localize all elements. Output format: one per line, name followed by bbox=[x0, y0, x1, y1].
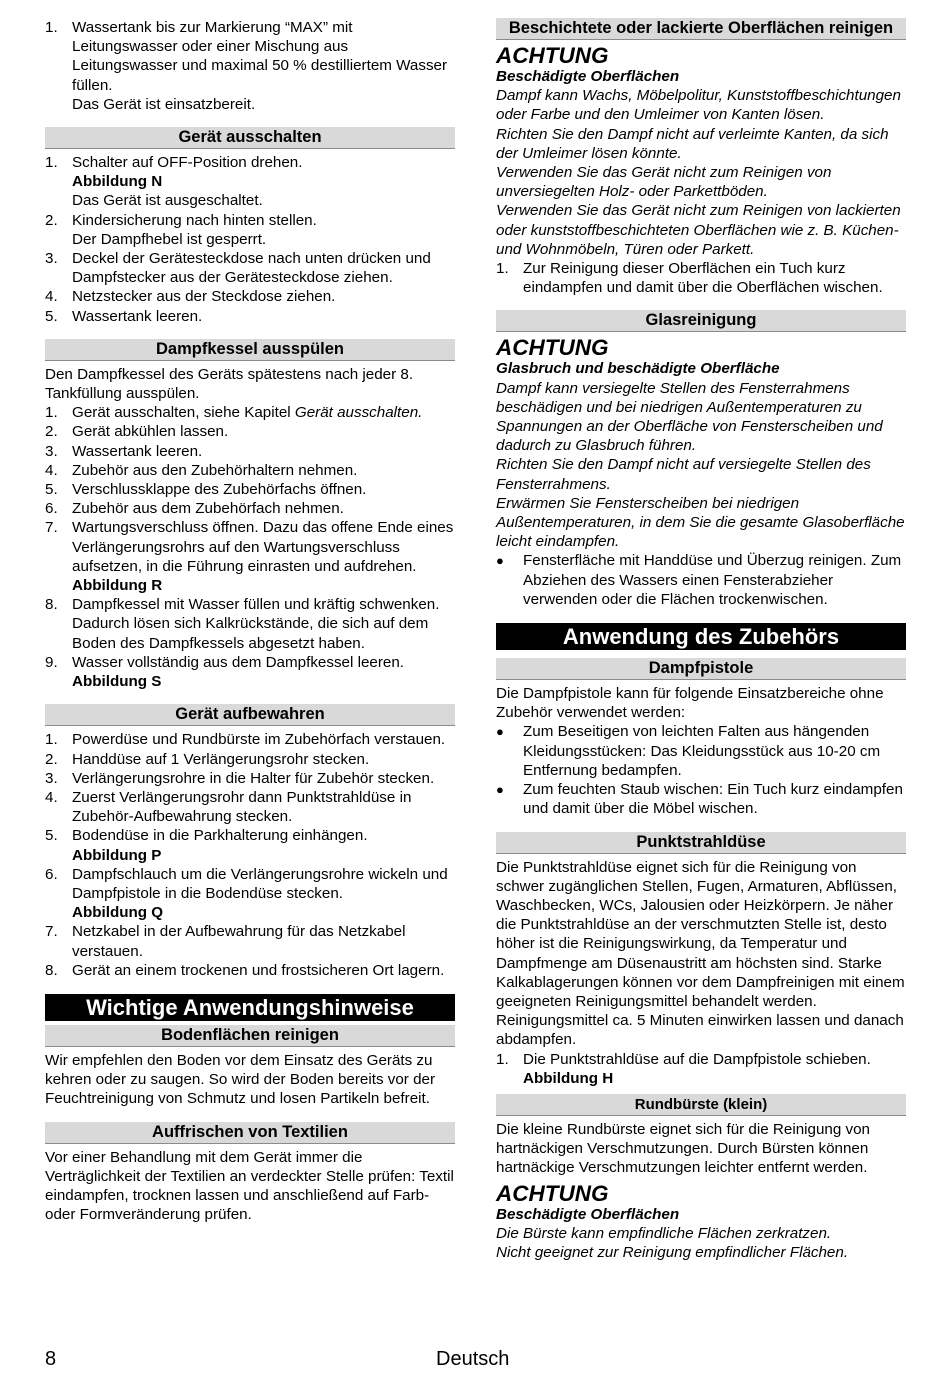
item-text: Zur Reinigung dieser Oberflächen ein Tuch kurz eindampfen und damit über die Oberflächen wischen. bbox=[523, 260, 883, 297]
warning-subtitle: Glasbruch und beschädigte Oberfläche bbox=[496, 360, 780, 378]
section-heading-beschichtet: Beschichtete oder lackierte Oberflächen reinigen bbox=[496, 18, 906, 40]
item-text: Wassertank leeren. bbox=[72, 307, 203, 325]
item-result: Das Gerät ist ausgeschaltet. bbox=[72, 192, 263, 210]
list-item bbox=[45, 788, 455, 826]
chapter-heading-zubehoer: Anwendung des Zubehörs bbox=[496, 623, 906, 650]
item-number: 1. bbox=[45, 731, 58, 749]
item-number: 3. bbox=[45, 769, 58, 787]
list-item bbox=[45, 153, 455, 211]
item-text: Wasser vollständig aus dem Dampfkessel leeren. bbox=[72, 653, 405, 671]
list-item bbox=[45, 750, 455, 769]
item-result: Das Gerät ist einsatzbereit. bbox=[72, 95, 256, 113]
list-item bbox=[45, 922, 455, 960]
warning-text: Die Bürste kann empfindliche Flächen zerkratzen. bbox=[496, 1224, 832, 1242]
warning-text: Richten Sie den Dampf nicht auf versiegelte Stellen des Fensterrahmens. bbox=[496, 456, 871, 493]
bullet-item bbox=[496, 722, 906, 780]
item-number: 1. bbox=[45, 404, 58, 422]
bullet-text: Zum feuchten Staub wischen: Ein Tuch kurz eindampfen und damit über die Möbel wischen. bbox=[523, 781, 903, 818]
section-text-punkt: Die Punktstrahldüse eignet sich für die Reinigung von schwer zugänglichen Stellen, Fugen, Armaturen, Abflüssen, Waschbecken, WCs, Jalousien oder Heizkörpern. Je näher die Punktstrahldüse an der verschmutzten Stelle ist, desto höher ist die Reinigungswirkung, da Temperatur und Dampfmenge am Düsenaustritt am höchsten sind. Starke Kalkablagerungen können vor dem Dampfreinigen mit einem geeigneten Reinigungsmittel behandelt werden. Reinigungsmittel ca. 5 Minuten einwirken lassen und danach abdampfen. bbox=[496, 858, 905, 1049]
figure-ref: Abbildung H bbox=[523, 1069, 614, 1087]
item-number: 3. bbox=[45, 442, 58, 460]
item-text: Bodendüse in die Parkhalterung einhängen. bbox=[72, 827, 368, 845]
warning-text: Dampf kann Wachs, Möbelpolitur, Kunststoffbeschichtungen oder Farbe und den Umleimer von Kanten lösen. bbox=[496, 87, 901, 124]
list-item bbox=[45, 403, 455, 422]
section-heading-rund: Rundbürste (klein) bbox=[496, 1094, 906, 1116]
item-number: 7. bbox=[45, 519, 58, 537]
item-number: 5. bbox=[45, 827, 58, 845]
item-number: 4. bbox=[45, 788, 58, 806]
item-text: Dampfschlauch um die Verlängerungsrohre wickeln und Dampfpistole in die Bodendüse stecken. bbox=[72, 865, 448, 902]
warning-text: Richten Sie den Dampf nicht auf verleimte Kanten, da sich der Umleimer lösen könnte. bbox=[496, 125, 889, 162]
item-number: 4. bbox=[45, 461, 58, 479]
list-item bbox=[45, 211, 455, 249]
list-ausspuelen bbox=[45, 403, 455, 691]
bullet-icon: ● bbox=[496, 724, 504, 740]
item-text: Schalter auf OFF-Position drehen. bbox=[72, 154, 303, 172]
section-heading-ausspuelen: Dampfkessel ausspülen bbox=[45, 339, 455, 361]
list-item bbox=[45, 18, 455, 114]
item-number: 6. bbox=[45, 500, 58, 518]
list-item bbox=[45, 730, 455, 749]
bullet-icon: ● bbox=[496, 782, 504, 798]
footer-language: Deutsch bbox=[436, 1348, 510, 1370]
item-text: Zubehör aus dem Zubehörfach nehmen. bbox=[72, 500, 344, 518]
warning-text: Dampf kann versiegelte Stellen des Fensterrahmens beschädigen und bei niedrigen Außentemperaturen zu Spannungen an der Oberfläche von Fensterscheiben und dadurch zu Glasbruch führen. bbox=[496, 379, 883, 455]
list-item bbox=[45, 826, 455, 864]
list-item bbox=[45, 499, 455, 518]
item-number: 5. bbox=[45, 481, 58, 499]
right-column bbox=[496, 18, 906, 1262]
figure-ref: Abbildung S bbox=[72, 673, 162, 691]
list-item bbox=[45, 865, 455, 923]
section-heading-glas: Glasreinigung bbox=[496, 310, 906, 332]
bullet-item bbox=[496, 780, 906, 818]
list-item bbox=[45, 287, 455, 306]
warning-text: Verwenden Sie das Gerät nicht zum Reinigen von unversiegelten Holz- oder Parkettböden. bbox=[496, 164, 832, 201]
item-text: Handdüse auf 1 Verlängerungsrohr stecken. bbox=[72, 750, 370, 768]
warning-text: Nicht geeignet zur Reinigung empfindlicher Flächen. bbox=[496, 1243, 849, 1261]
item-text: Verlängerungsrohre in die Halter für Zubehör stecken. bbox=[72, 769, 435, 787]
item-text: Gerät ausschalten, siehe Kapitel bbox=[72, 404, 295, 422]
item-number: 9. bbox=[45, 653, 58, 671]
item-text: Gerät an einem trockenen und frostsicheren Ort lagern. bbox=[72, 961, 445, 979]
list-item bbox=[45, 480, 455, 499]
chapter-heading-hinweise: Wichtige Anwendungshinweise bbox=[45, 994, 455, 1021]
section-intro: Die Dampfpistole kann für folgende Einsatzbereiche ohne Zubehör verwendet werden: bbox=[496, 685, 884, 722]
bullet-text: Zum Beseitigen von leichten Falten aus hängenden Kleidungsstücken: Das Kleidungsstück aus 10-20 cm Entfernung bedampfen. bbox=[523, 723, 881, 779]
warning-title: ACHTUNG bbox=[496, 43, 609, 68]
item-text: Zubehör aus den Zubehörhaltern nehmen. bbox=[72, 461, 358, 479]
figure-ref: Abbildung R bbox=[72, 577, 163, 595]
item-text: Die Punktstrahldüse auf die Dampfpistole schieben. bbox=[523, 1050, 871, 1068]
warning-title: ACHTUNG bbox=[496, 1180, 609, 1206]
list-item bbox=[45, 461, 455, 480]
item-text: Wassertank leeren. bbox=[72, 442, 203, 460]
item-text: Zuerst Verlängerungsrohr dann Punktstrahldüse in Zubehör-Aufbewahrung stecken. bbox=[72, 788, 412, 826]
list-item bbox=[45, 653, 455, 691]
warning-subtitle: Beschädigte Oberflächen bbox=[496, 68, 680, 85]
list-item bbox=[45, 307, 455, 326]
item-number: 3. bbox=[45, 250, 58, 268]
item-number: 2. bbox=[45, 211, 58, 229]
section-heading-punkt: Punktstrahldüse bbox=[496, 832, 906, 854]
item-number: 2. bbox=[45, 750, 58, 768]
section-heading-ausschalten: Gerät ausschalten bbox=[45, 127, 455, 149]
list-item bbox=[45, 961, 455, 980]
bullet-text: Fensterfläche mit Handdüse und Überzug reinigen. Zum Abziehen des Wassers einen Fensterabzieher verwenden oder die Flächen trockenwischen. bbox=[523, 552, 902, 608]
warning-title: ACHTUNG bbox=[496, 335, 609, 361]
item-result: Der Dampfhebel ist gesperrt. bbox=[72, 230, 267, 248]
list-ausschalten bbox=[45, 153, 455, 326]
item-number: 4. bbox=[45, 288, 58, 306]
item-number: 1. bbox=[496, 260, 509, 278]
figure-ref: Abbildung P bbox=[72, 846, 162, 864]
item-text: Kindersicherung nach hinten stellen. bbox=[72, 211, 317, 229]
item-text: Deckel der Gerätesteckdose nach unten drücken und Dampfstecker aus der Gerätesteckdose ziehen. bbox=[72, 250, 431, 287]
bullet-icon: ● bbox=[496, 553, 504, 569]
section-intro: Den Dampfkessel des Geräts spätestens nach jeder 8. Tankfüllung ausspülen. bbox=[45, 365, 414, 403]
item-number: 7. bbox=[45, 923, 58, 941]
item-number: 2. bbox=[45, 423, 58, 441]
list-item bbox=[496, 1050, 906, 1088]
section-heading-boden: Bodenflächen reinigen bbox=[45, 1025, 455, 1047]
item-number: 1. bbox=[45, 154, 58, 172]
list-item bbox=[45, 442, 455, 461]
item-number: 1. bbox=[45, 19, 58, 36]
item-number: 8. bbox=[45, 961, 58, 979]
item-number: 5. bbox=[45, 307, 58, 325]
warning-text: Erwärmen Sie Fensterscheiben bei niedrigen Außentemperaturen, in dem Sie die gesamte Glasoberfläche leicht eindampfen. bbox=[496, 494, 905, 551]
item-text: Wassertank bis zur Markierung “MAX” mit Leitungswasser oder einer Mischung aus Leitungswasser und maximal 50 % destilliertem Wasser füllen. bbox=[72, 19, 448, 94]
list-item bbox=[45, 249, 455, 287]
item-text: Gerät abkühlen lassen. bbox=[72, 423, 229, 441]
section-heading-aufbewahren: Gerät aufbewahren bbox=[45, 704, 455, 726]
item-text: Wartungsverschluss öffnen. Dazu das offene Ende eines Verlängerungsrohrs auf den Wartungsverschluss aufsetzen, in die Führung einrasten und aufdrehen. bbox=[72, 519, 454, 575]
section-heading-pistole: Dampfpistole bbox=[496, 658, 906, 680]
item-number: 1. bbox=[496, 1050, 509, 1068]
item-number: 8. bbox=[45, 596, 58, 614]
warning-subtitle: Beschädigte Oberflächen bbox=[496, 1205, 680, 1223]
list-item bbox=[45, 595, 455, 653]
list-item bbox=[45, 769, 455, 788]
item-number: 6. bbox=[45, 865, 58, 883]
item-text: Netzkabel in der Aufbewahrung für das Netzkabel verstauen. bbox=[72, 923, 406, 960]
list-item bbox=[45, 518, 455, 595]
list-aufbewahren bbox=[45, 730, 455, 980]
chapter-reference: Gerät ausschalten. bbox=[294, 404, 423, 422]
section-text-rund: Die kleine Rundbürste eignet sich für die Reinigung von hartnäckigen Verschmutzungen. Durch Bürsten können hartnäckige Verschmutzungen leichter entfernt werden. bbox=[496, 1120, 871, 1177]
bullet-item bbox=[496, 551, 906, 609]
page-number: 8 bbox=[45, 1348, 57, 1370]
left-column bbox=[45, 18, 455, 1224]
section-heading-textilien: Auffrischen von Textilien bbox=[45, 1122, 455, 1144]
item-text: Powerdüse und Rundbürste im Zubehörfach verstauen. bbox=[72, 731, 446, 749]
item-text: Dampfkessel mit Wasser füllen und kräftig schwenken. Dadurch lösen sich Kalkrückstände, die sich auf dem Boden des Dampfkessels abgesetzt haben. bbox=[72, 596, 440, 652]
warning-text: Verwenden Sie das Gerät nicht zum Reinigen von lackierten oder kunststoffbeschichteten Oberflächen wie z. B. Küchen- und Wohnmöbeln, Türen oder Parkett. bbox=[496, 202, 901, 258]
item-text: Netzstecker aus der Steckdose ziehen. bbox=[72, 288, 336, 306]
section-text-boden: Wir empfehlen den Boden vor dem Einsatz des Geräts zu kehren oder zu saugen. So wird der Boden bereits vor der Feuchtreinigung von Schmutz und losen Partikeln befreit. bbox=[45, 1051, 436, 1108]
section-text-textilien: Vor einer Behandlung mit dem Gerät immer die Verträglichkeit der Textilien an verdeckter Stelle prüfen: Textil eindampfen, trocknen lassen und anschließend auf Farb- oder Formveränderung prüfen. bbox=[45, 1148, 454, 1224]
figure-ref: Abbildung N bbox=[72, 173, 163, 191]
list-item bbox=[45, 422, 455, 441]
figure-ref: Abbildung Q bbox=[72, 904, 164, 922]
item-text: Verschlussklappe des Zubehörfachs öffnen. bbox=[72, 481, 367, 499]
list-item bbox=[496, 259, 906, 297]
